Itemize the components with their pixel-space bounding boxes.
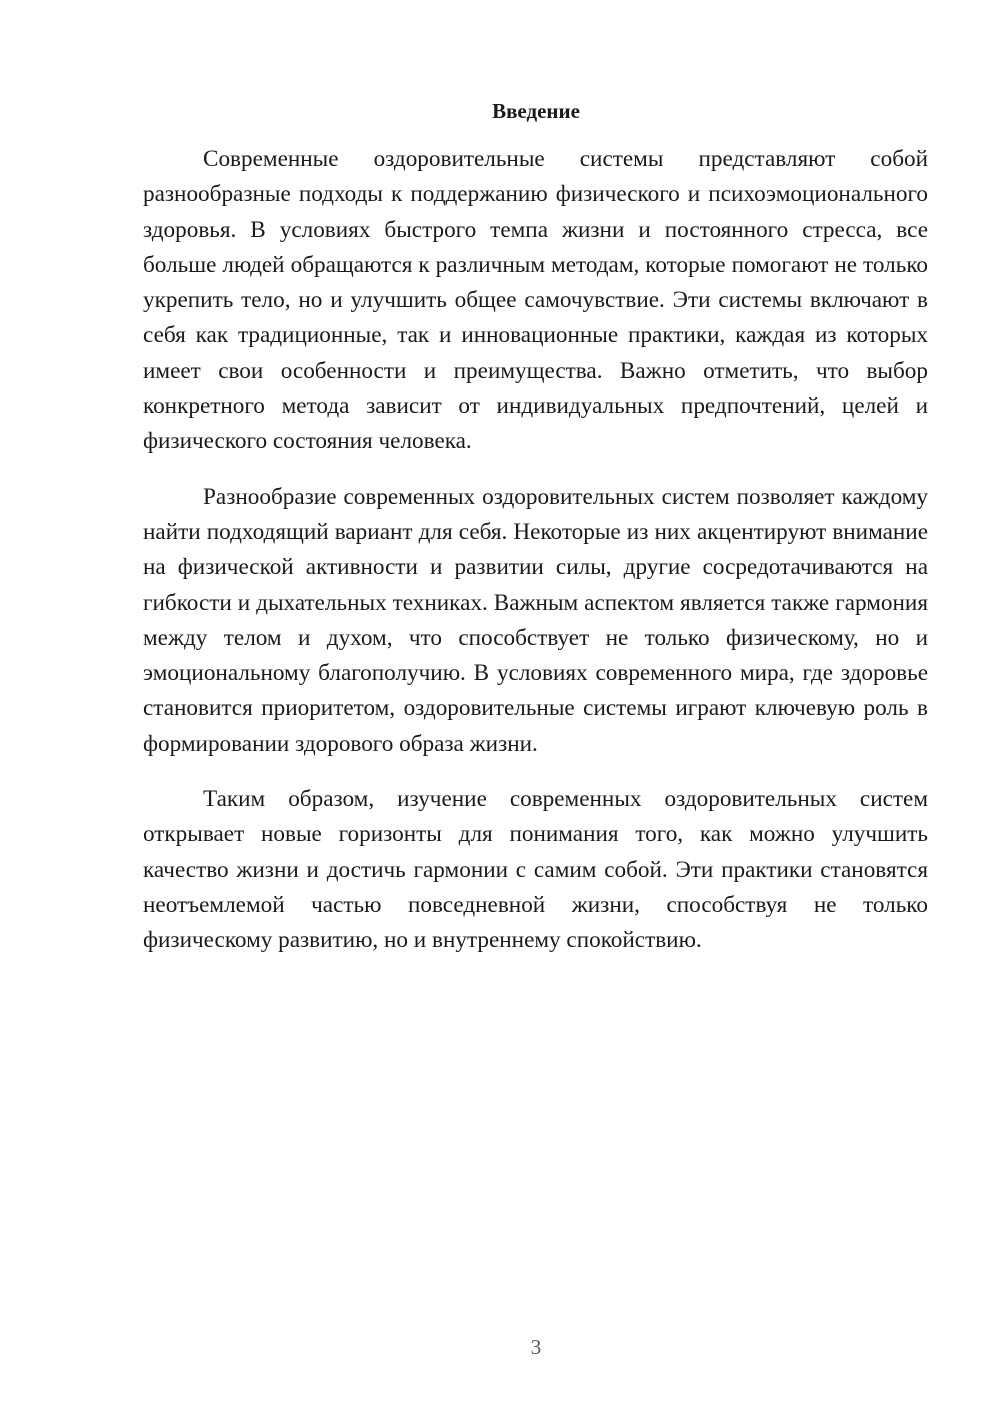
section-title: Введение [492,99,580,123]
paragraph-3: Таким образом, изучение современных оздоровительных систем открывает новые горизонты для понимания того, как можно улучшить качество жизни и достичь гармонии с самим собой. Эти практики становятся неотъемлемой частью повседневной жизни, способствуя не только физическому развитию, но и внутреннему спокойствию. [143,786,928,954]
paragraph-2: Разнообразие современных оздоровительных систем позволяет каждому найти подходящий вариант для себя. Некоторые из них акцентируют внимание на физической активности и развитии силы, другие сосредотачиваются на гибкости и дыхательных техниках. Важным аспектом является также гармония между телом и духом, что способствует не только физическому, но и эмоциональному благополучию. В условиях современного мира, где здоровье становится приоритетом, оздоровительные системы играют ключевую роль в формировании здорового образа жизни. [143,483,928,757]
page-number: 3 [530,1335,542,1359]
document-body [143,142,928,959]
paragraph-1: Современные оздоровительные системы представляют собой разнообразные подходы к поддержанию физического и психоэмоционального здоровья. В условиях быстрого темпа жизни и постоянного стресса, все больше людей обращаются к различным методам, которые помогают не только укрепить тело, но и улучшить общее самочувствие. Эти системы включают в себя как традиционные, так и инновационные практики, каждая из которых имеет свои особенности и преимущества. Важно отметить, что выбор конкретного метода зависит от индивидуальных предпочтений, целей и физического состояния человека. [143,146,928,455]
